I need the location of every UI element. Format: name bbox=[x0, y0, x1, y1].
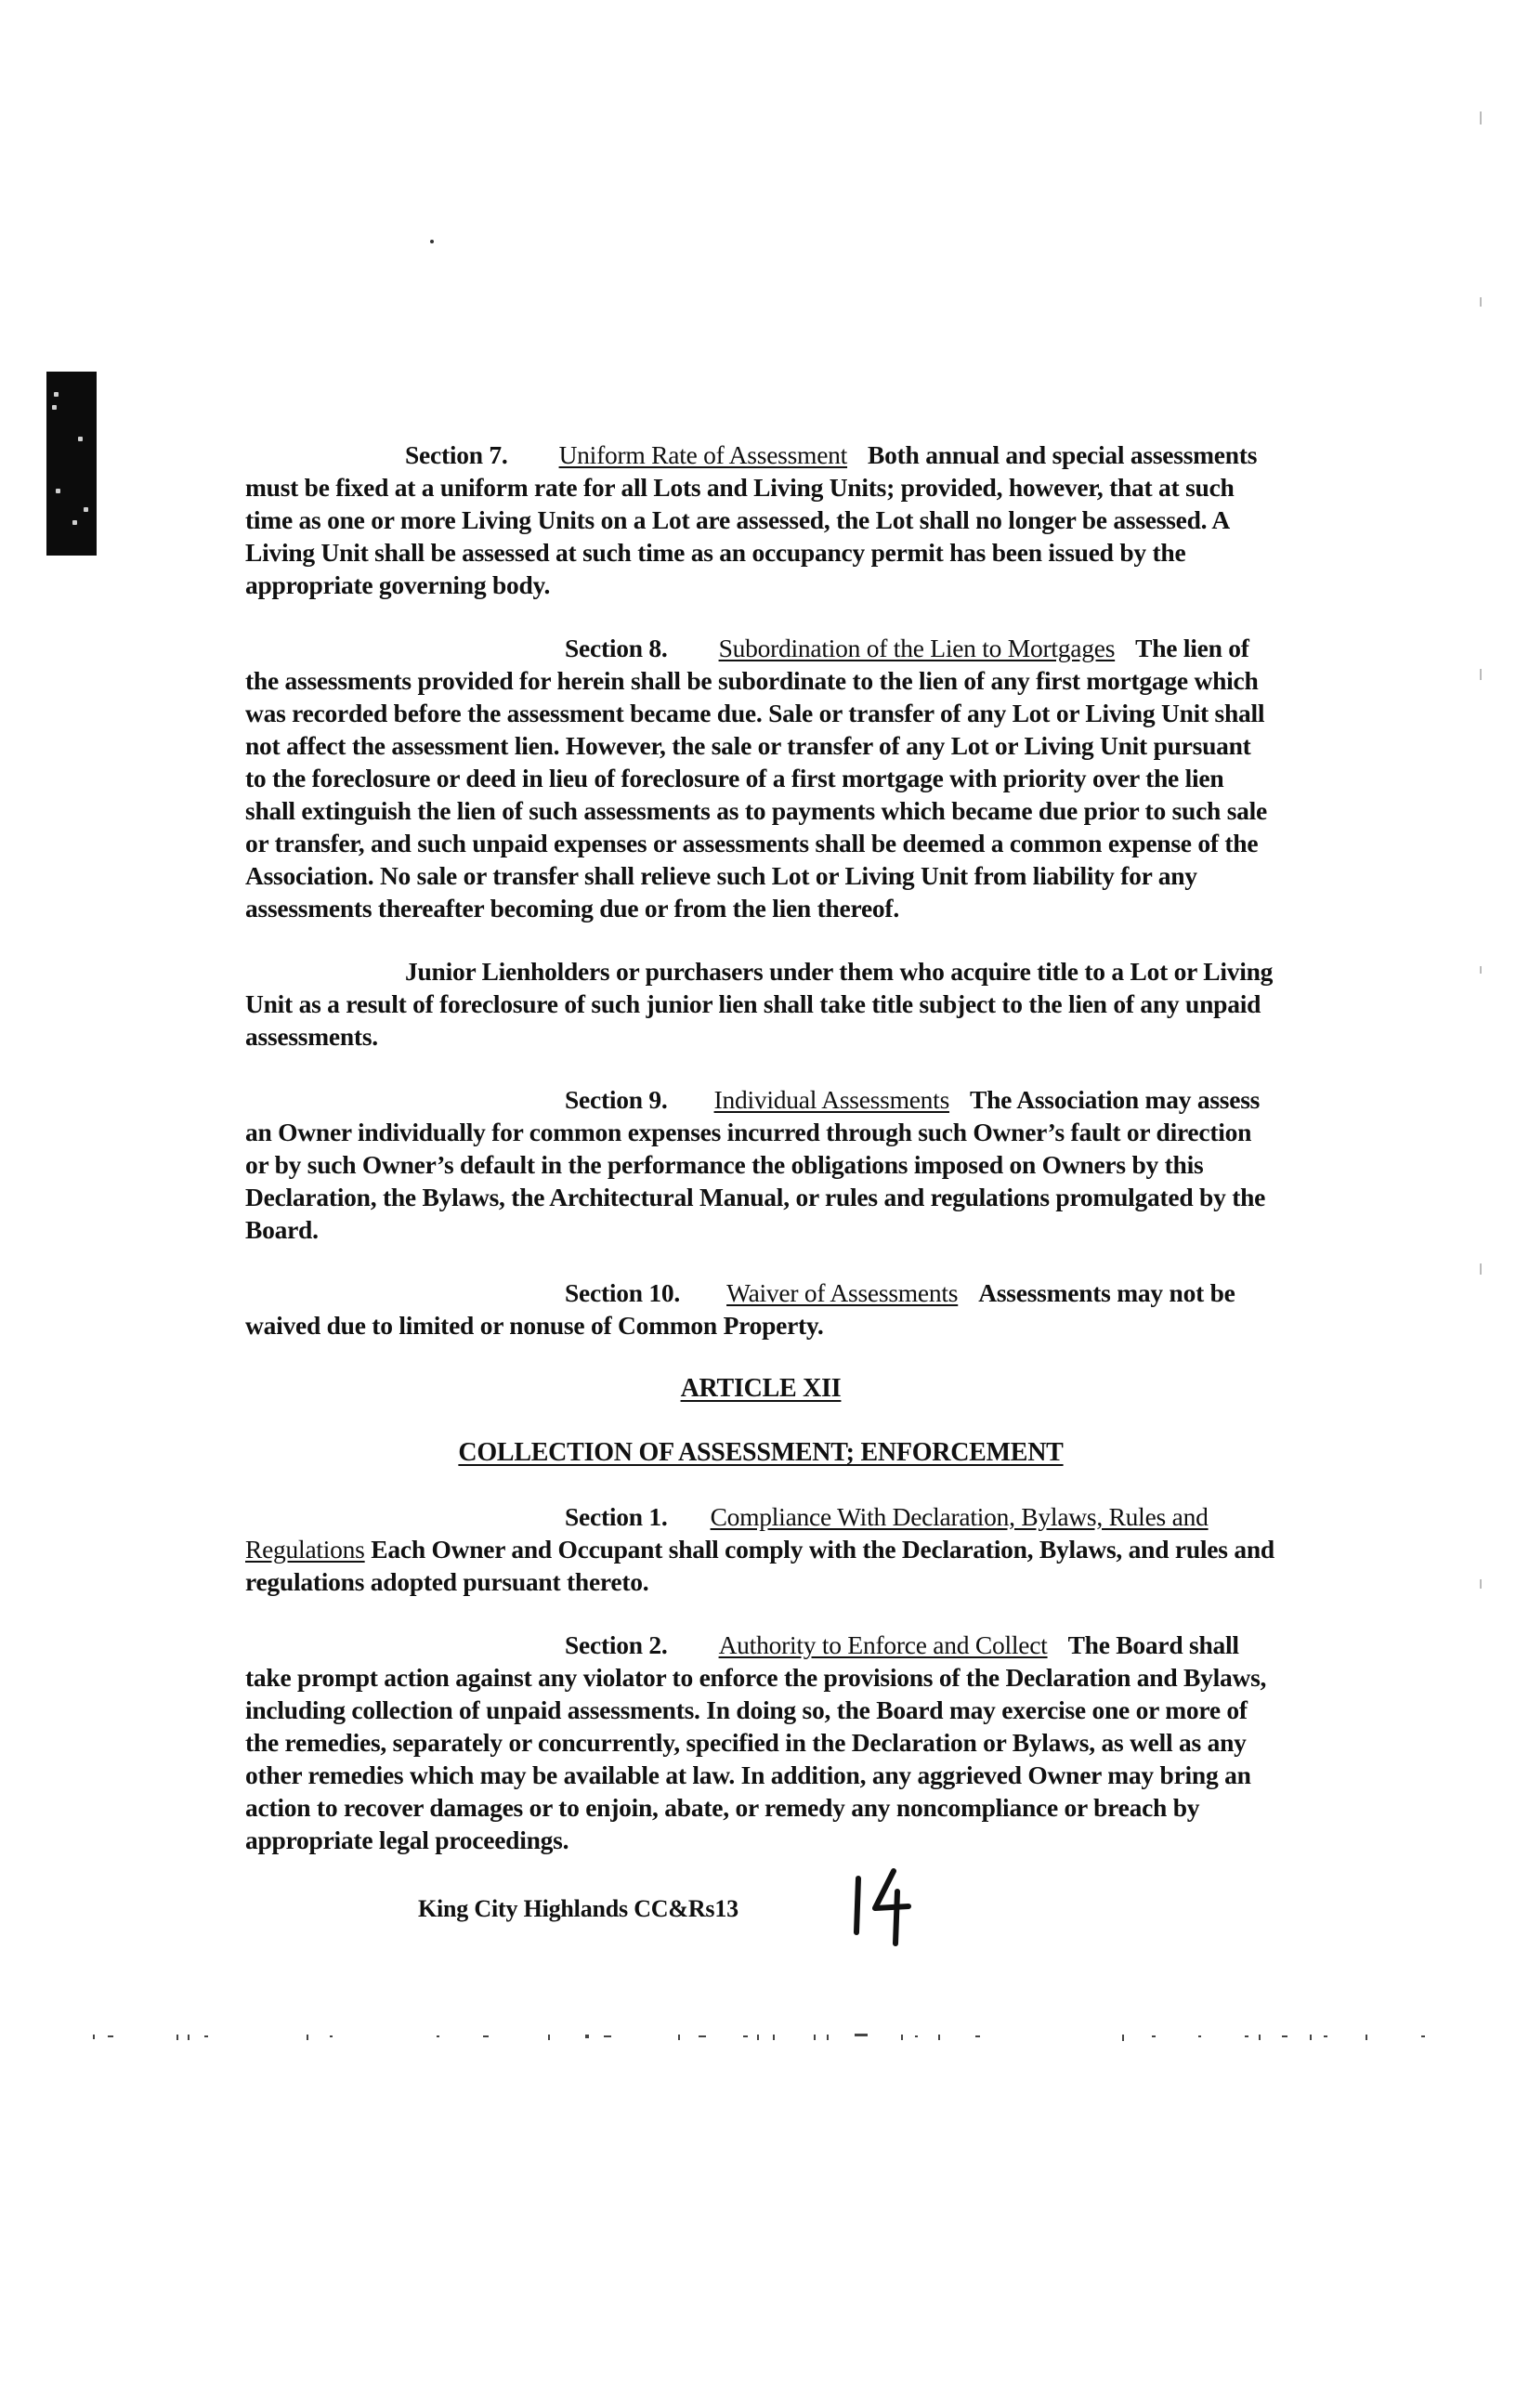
section-9-text: The Association may assess an Owner individually for common expenses incurred through such Owner’s fault or direction or by such Owner’s default in the performance the obligations imposed on Owners by this Declaration, the Bylaws, the Architectural Manual, or rules and regulations promulgated by the Board. bbox=[245, 1085, 1266, 1244]
article-section-1-text: Each Owner and Occupant shall comply with the Declaration, Bylaws, and rules and regulations adopted pursuant thereto. bbox=[245, 1535, 1274, 1596]
section-7-title: Uniform Rate of Assessment bbox=[558, 440, 848, 469]
junior-lienholders-paragraph bbox=[245, 955, 1276, 1053]
section-8-label: Section 8. bbox=[565, 634, 668, 662]
article-section-2-title: Authority to Enforce and Collect bbox=[718, 1630, 1048, 1659]
article-section-1-paragraph bbox=[245, 1500, 1276, 1598]
section-8-paragraph bbox=[245, 632, 1276, 924]
scan-registration-mark bbox=[46, 372, 97, 556]
article-number-heading: ARTICLE XII bbox=[680, 1374, 842, 1403]
handwritten-page-number bbox=[845, 1858, 920, 1951]
section-10-label: Section 10. bbox=[565, 1278, 681, 1307]
article-section-2-label: Section 2. bbox=[565, 1630, 668, 1659]
scan-speck bbox=[430, 240, 434, 243]
section-7-label: Section 7. bbox=[405, 440, 508, 469]
section-7-text: Both annual and special assessments must be fixed at a uniform rate for all Lots and Living Units; provided, however, that at such time as one or more Living Units on a Lot are assessed, the Lot shall no longer be assessed. A Living Unit shall be assessed at such time as an occupancy permit has been issued by the appropriate governing body. bbox=[245, 440, 1258, 599]
junior-lienholders-text: Junior Lienholders or purchasers under them who acquire title to a Lot or Living Unit as a result of foreclosure of such junior lien shall take title subject to the lien of any unpaid assessments. bbox=[245, 957, 1274, 1051]
article-section-2-paragraph bbox=[245, 1629, 1276, 1856]
scan-noise-line bbox=[84, 2029, 1440, 2042]
footer-document-id: King City Highlands CC&Rs13 bbox=[418, 1895, 738, 1922]
article-section-2-text: The Board shall take prompt action against any violator to enforce the provisions of the Declaration and Bylaws, including collection of unpaid assessments. In doing so, the Board may exercise one or more of the remedies, separately or concurrently, specified in the Declaration or Bylaws, as well as any other remedies which may be available at law. In addition, any aggrieved Owner may bring an action to recover damages or to enjoin, abate, or remedy any noncompliance or breach by appropriate legal proceedings. bbox=[245, 1630, 1267, 1854]
section-9-title: Individual Assessments bbox=[713, 1085, 950, 1114]
article-section-1-title: Compliance With Declaration, Bylaws, Rules and Regulations bbox=[245, 1502, 1209, 1564]
section-10-text: Assessments may not be waived due to limited or nonuse of Common Property. bbox=[245, 1278, 1235, 1340]
section-10-title: Waiver of Assessments bbox=[726, 1278, 959, 1307]
scan-edge-marks bbox=[1472, 74, 1491, 1932]
section-7-paragraph bbox=[245, 438, 1276, 601]
section-8-title: Subordination of the Lien to Mortgages bbox=[718, 634, 1116, 662]
article-title-heading: COLLECTION OF ASSESSMENT; ENFORCEMENT bbox=[458, 1438, 1064, 1467]
section-8-text: The lien of the assessments provided for herein shall be subordinate to the lien of any first mortgage which was recorded before the assessment became due. Sale or transfer of any Lot or Living Unit shall not affect the assessment lien. However, the sale or transfer of any Lot or Living Unit pursuant to the foreclosure or deed in lieu of foreclosure of a first mortgage with priority over the lien shall extinguish the lien of such assessments as to payments which became due prior to such sale or transfer, and such unpaid expenses or assessments shall be deemed a common expense of the Association. No sale or transfer shall relieve such Lot or Living Unit from liability for any assessments thereafter becoming due or from the lien thereof. bbox=[245, 634, 1268, 923]
section-9-paragraph bbox=[245, 1083, 1276, 1246]
document-body bbox=[245, 438, 1276, 1887]
article-section-1-label: Section 1. bbox=[565, 1502, 668, 1531]
section-9-label: Section 9. bbox=[565, 1085, 668, 1114]
section-10-paragraph bbox=[245, 1276, 1276, 1341]
